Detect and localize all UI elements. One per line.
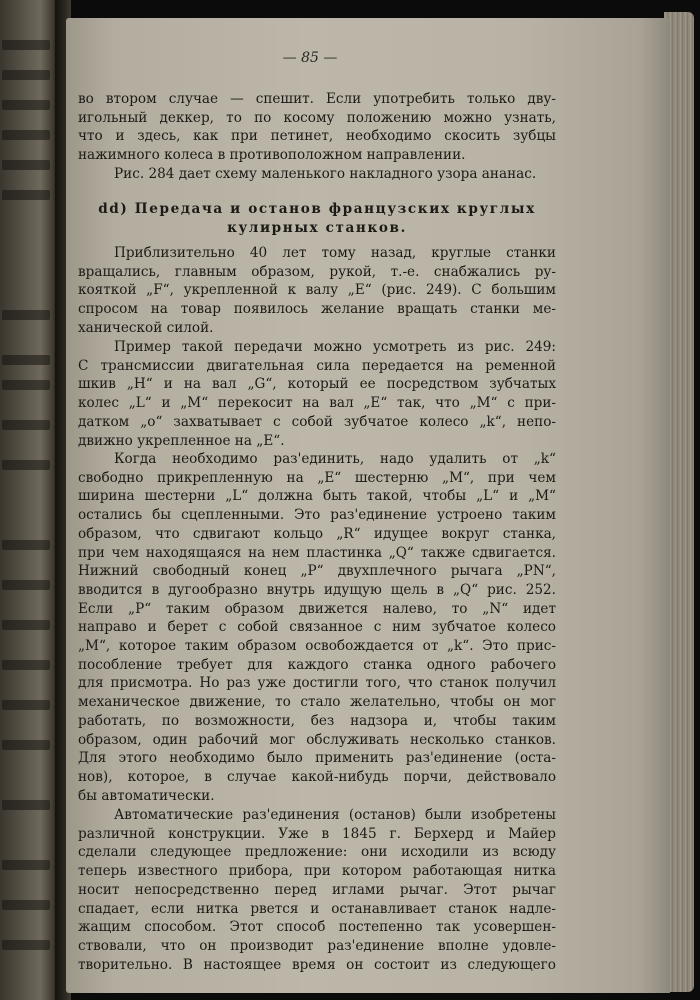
- text-line: Нижний свободный конец „P“ двухплечного рычага „PN“,: [78, 563, 556, 580]
- heading-line: кулирных станков.: [227, 219, 407, 236]
- text-line: творительно. В настоящее время он состоит из следующего: [78, 956, 556, 973]
- section-heading: [78, 200, 556, 237]
- text-line: сделали следующее предложение: они исходили из всюду: [78, 844, 556, 861]
- text-line: работать, по возможности, без надзора и, чтобы таким: [78, 712, 556, 729]
- adjacent-left-page: [0, 0, 58, 1000]
- text-line: носит непосредственно перед иглами рычаг. Этот рычаг: [78, 881, 556, 898]
- text-line: Когда необходимо раз'единить, надо удалить от „k“: [114, 451, 556, 467]
- text-line: ствовали, что он производит раз'единение вполне удовле-: [78, 937, 556, 954]
- text-line: движно укрепленное на „E“.: [78, 432, 285, 449]
- text-line: „M“, которое таким образом освобождается от „k“. Это прис-: [78, 638, 556, 655]
- text-line: для присмотра. Но раз уже достигли того, что станок получил: [78, 675, 556, 692]
- paragraph-2: [78, 338, 556, 450]
- text-line: вводится в дугообразно внутрь идущую щель в „Q“ рис. 252.: [78, 581, 556, 598]
- text-line: Если „P“ таким образом движется налево, то „N“ идет: [78, 600, 556, 617]
- text-line: вращались, главным образом, рукой, т.-е. снабжались ру-: [78, 263, 556, 280]
- text-line: спросом на товар появилось желание вращать станки ме-: [78, 301, 556, 318]
- text-line: свободно прикрепленную на „E“ шестерню „M“, при чем: [78, 469, 556, 486]
- text-line: механическое движение, то стало желательно, чтобы он мог: [78, 694, 556, 711]
- text-line: образом, что сдвигают кольцо „R“ идущее вокруг станка,: [78, 525, 556, 542]
- text-line: теперь известного прибора, при котором работающая нитка: [78, 863, 556, 880]
- text-line: во втором случае — спешит. Если употребить только дву-: [78, 91, 556, 107]
- text-line: игольный деккер, то по косому положению можно узнать,: [78, 109, 556, 126]
- text-line: различной конструкции. Уже в 1845 г. Берхерд и Майер: [78, 825, 556, 842]
- text-line: Рис. 284 дает схему маленького накладного узора ананас.: [114, 165, 537, 182]
- text-line: образом, один рабочий мог обслуживать несколько станков.: [78, 731, 556, 748]
- text-line: Для этого необходимо было применить раз'единение (оста-: [78, 750, 556, 767]
- paragraph-3: [78, 450, 556, 805]
- text-line: ширина шестерни „L“ должна быть такой, чтобы „L“ и „M“: [78, 488, 556, 505]
- page-number: — 85 —: [282, 50, 338, 66]
- text-line: бы автоматически.: [78, 787, 215, 804]
- paragraph-1: [78, 244, 556, 338]
- text-line: Автоматические раз'единения (останов) были изобретены: [114, 807, 556, 823]
- paragraph-4: [78, 806, 556, 974]
- text-line: Приблизительно 40 лет тому назад, круглые станки: [114, 245, 556, 261]
- text-line: нажимного колеса в противоположном направлении.: [78, 147, 466, 164]
- text-line: датком „o“ захватывает с собой зубчатое колесо „k“, непо-: [78, 413, 556, 430]
- text-line: спадает, если нитка рвется и останавливает станок надле-: [78, 900, 556, 917]
- text-line: жащим способом. Этот способ постепенно так усовершен-: [78, 919, 556, 936]
- heading-line: dd) Передача и останов французских круглых: [98, 201, 536, 217]
- text-line: С трансмиссии двигательная сила передается на ременной: [78, 357, 556, 374]
- text-line: при чем находящаяся на нем пластинка „Q“ также сдвигается.: [78, 544, 556, 561]
- text-line: что и здесь, как при петинет, необходимо скосить зубцы: [78, 128, 556, 145]
- text-line: нов), которое, в случае какой-нибудь порчи, действовало: [78, 768, 556, 785]
- text-line: колес „L“ и „M“ перекосит на вал „E“ так, что „M“ с при-: [78, 395, 556, 412]
- text-line: Пример такой передачи можно усмотреть из рис. 249:: [114, 339, 556, 355]
- text-line: направо и берет с собой связанное с ним зубчатое колесо: [78, 619, 556, 636]
- text-line: пособление требует для каждого станка одного рабочего: [78, 656, 556, 673]
- text-block-top: [78, 90, 556, 184]
- text-line: остались бы сцепленными. Это раз'единение устроено таким: [78, 507, 556, 524]
- text-line: кояткой „F“, укрепленной к валу „E“ (рис. 249). С большим: [78, 282, 556, 299]
- text-line: шкив „H“ и на вал „G“, который ее посредством зубчатых: [78, 376, 556, 393]
- text-line: ханической силой.: [78, 319, 214, 336]
